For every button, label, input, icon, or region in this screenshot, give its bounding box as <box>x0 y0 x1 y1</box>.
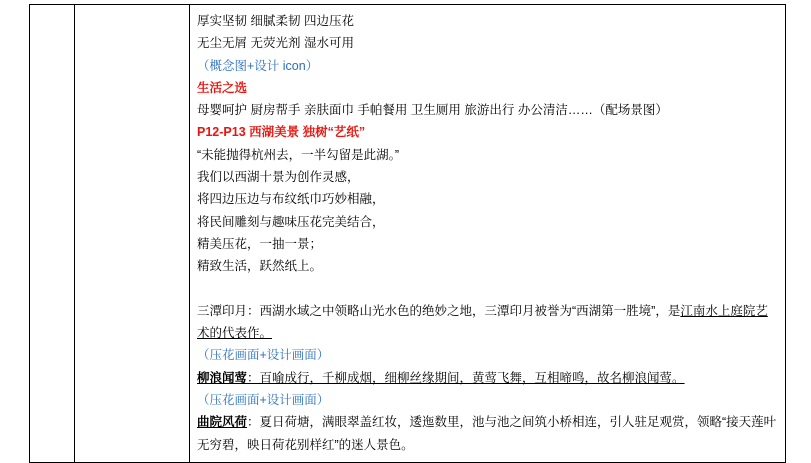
table-row <box>30 5 786 463</box>
liulangwenying-text: ：百喻成行，千柳成烟，细柳丝缘期间，黄莺飞舞，互相啼鸣，故名柳浪闻莺。 <box>247 370 685 385</box>
text-line-design-note-1: （压花画面+设计画面） <box>197 348 330 363</box>
column-a-content <box>30 5 74 16</box>
text-line-features-2: 无尘无屑 无荧光剂 湿水可用 <box>197 36 354 51</box>
text-line-inspiration-3: 将民间雕刻与趣味压花完美结合， <box>197 214 385 229</box>
usage-scenarios-note: （配场景图） <box>592 103 668 118</box>
text-line-inspiration-1: 我们以西湖十景为创作灵感， <box>197 170 360 185</box>
santanyinyue-underlined-tail: 江南水上庭院艺术的代表作。 <box>197 303 768 341</box>
quyuanfenghe-title: 曲院风荷 <box>197 415 248 430</box>
text-line-inspiration-2: 将四边压边与布纹纸巾巧妙相融， <box>197 192 385 207</box>
content-body <box>190 5 785 462</box>
quyuanfenghe-text: ：夏日荷塘，满眼翠盖红妆，逶迤数里，池与池之间筑小桥相连，引人驻足观赏，领略“接天莲叶无穷碧，映日荷花别样红”的迷人景色。 <box>197 415 777 452</box>
document-table <box>29 4 786 463</box>
column-b-content <box>75 5 189 16</box>
usage-scenarios-text: 母婴呵护 厨房帮手 亲肤面巾 手帕餐用 卫生厕用 旅游出行 办公清洁…… <box>197 103 593 118</box>
text-line-features-1: 厚实坚韧 细腻柔韧 四边压花 <box>197 14 354 28</box>
table-cell-column-b <box>75 5 190 463</box>
text-line-poem-quote: “未能抛得杭州去，一半勾留是此湖。” <box>197 147 400 162</box>
text-line-inspiration-4: 精美压花，一抽一景； <box>197 236 323 251</box>
text-line-design-note-2: （压花画面+设计画面） <box>197 393 330 408</box>
text-line-inspiration-5: 精致生活，跃然纸上。 <box>197 259 323 274</box>
blank-line-spacer <box>197 278 778 300</box>
table-cell-column-a <box>30 5 75 463</box>
heading-life-choice: 生活之选 <box>197 80 248 95</box>
table-cell-content <box>190 5 786 463</box>
santanyinyue-text: 三潭印月：西湖水域之中领略山光水色的绝妙之地，三潭印月被誉为“西湖第一胜境”，是江南水上庭院艺术的代表作。 <box>197 303 768 341</box>
liulangwenying-title: 柳浪闻莺 <box>197 370 248 385</box>
paragraph-quyuanfenghe <box>197 411 778 456</box>
text-line-concept-note: （概念图+设计 icon） <box>197 58 319 73</box>
heading-west-lake: P12-P13 西湖美景 独树“艺纸” <box>197 125 366 140</box>
paragraph-santanyinyue <box>197 300 778 345</box>
paragraph-liulangwenying <box>197 367 778 389</box>
text-line-usage-scenarios <box>197 99 778 121</box>
